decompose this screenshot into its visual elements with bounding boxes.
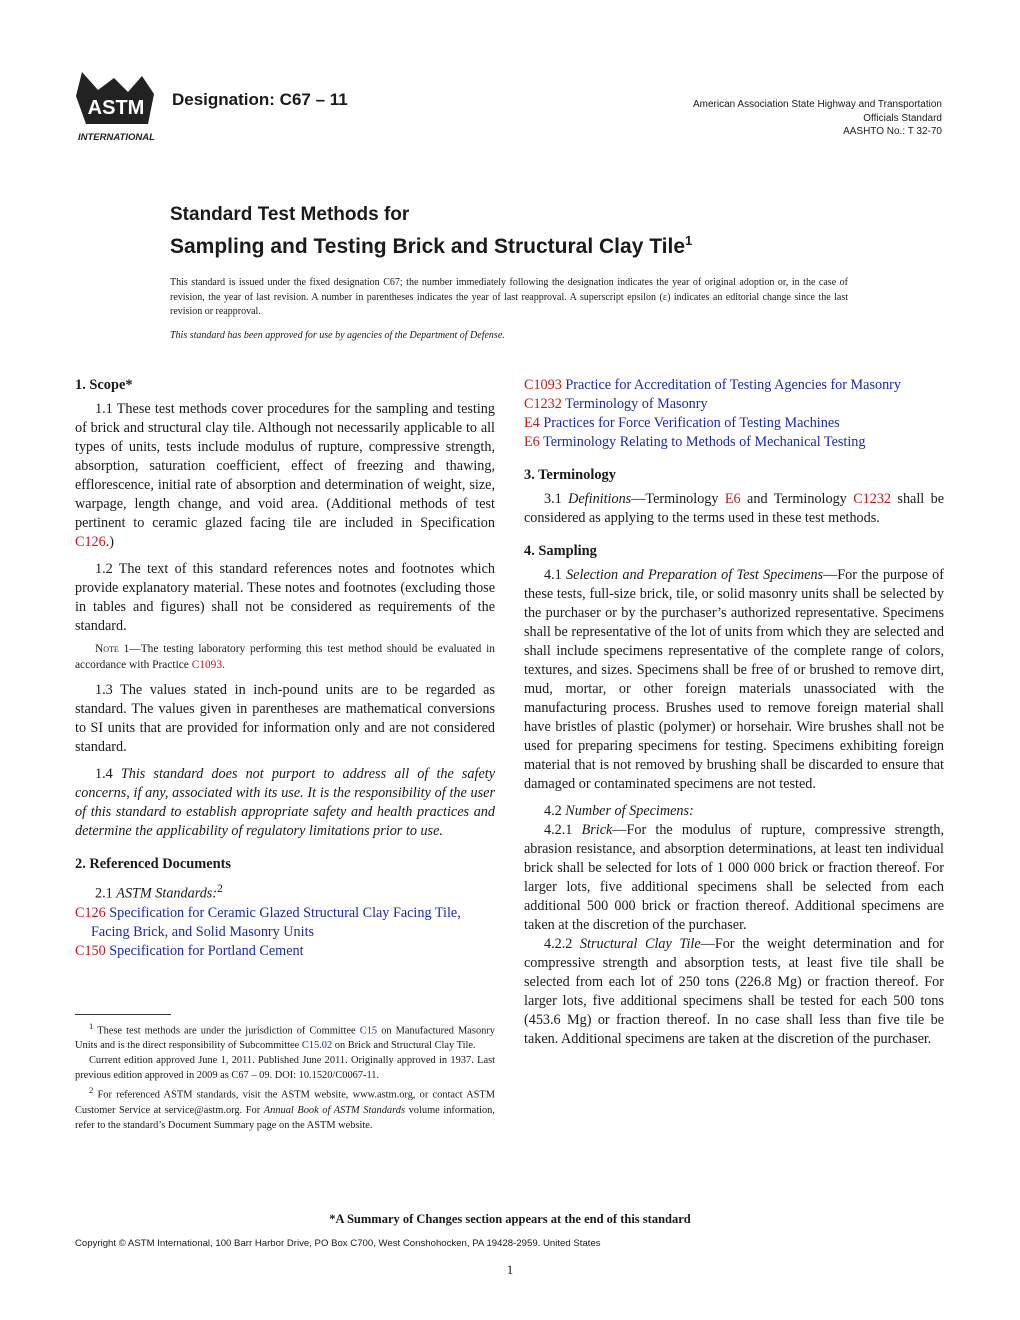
svg-text:ASTM: ASTM	[87, 97, 145, 119]
ref-link-c1093[interactable]: C1093	[191, 659, 223, 671]
section-heading-scope: 1. Scope*	[75, 377, 133, 393]
issuance-text: This standard is issued under the fixed designation C67; the number immediately following the designation indicates the year of original adoption or, in the case of revision, the year of last revision. A number in parentheses indicates the year of last reapproval. A superscript epsilon (ε) indicates an editorial change since the last revision or reapproval.	[170, 277, 848, 318]
paragraph-2-1: 2.1 ASTM Standards:$^2$	[95, 881, 223, 902]
reference-list-right	[524, 376, 944, 452]
note-1: Note 1—The testing laboratory performing this test method should be evaluated in accordance with Practice C1093.	[75, 643, 495, 671]
svg-text:INTERNATIONAL: INTERNATIONAL	[78, 132, 155, 143]
aashto-line: AASHTO No.: T 32-70	[843, 126, 942, 137]
paragraph-1-1: 1.1 These test methods cover procedures for the sampling and testing of brick and structural clay tile. Although not necessarily applicable to all types of units, tests include modulus of rupture, compressive strength, absorption, saturation coefficient, effect of freezing and thawing, efflorescence, initial rate of absorption and determination of weight, size, warpage, length change, and void area. (Additional methods of test pertinent to ceramic glazed facing tile are included in Specification C126.)	[75, 401, 495, 550]
footnotes	[75, 1014, 495, 1133]
reference-item[interactable]: E4 Practices for Force Verification of Testing Machines	[524, 415, 840, 431]
aashto-line: Officials Standard	[863, 112, 942, 124]
page-number: 1	[506, 1262, 514, 1277]
footnote-1: $^1$ These test methods are under the jurisdiction of Committee C15 on Manufactured Masonry Units and is the direct responsibility of Subcommittee C15.02 on Brick and Structural Clay Tile.	[75, 1021, 495, 1052]
issuance-notice	[170, 276, 848, 320]
ref-link-c15-02[interactable]: C15.02	[301, 1040, 333, 1052]
ref-link-c1232[interactable]: C1232	[853, 491, 892, 507]
dod-notice: This standard has been approved for use by agencies of the Department of Defense.	[170, 330, 505, 341]
reference-list-left	[75, 904, 495, 961]
footnote-1-edition: Current edition approved June 1, 2011. Published June 2011. Originally approved in 1937. Last previous edition approved in 2009 as C67 – 09. DOI: 10.1520/C0067-11.	[75, 1055, 495, 1082]
ref-link-c15[interactable]: C15	[359, 1025, 378, 1037]
reference-item[interactable]: C126 Specification for Ceramic Glazed Structural Clay Facing Tile, Facing Brick, and Solid Masonry Units	[75, 904, 461, 940]
section-heading-terminology: 3. Terminology	[524, 467, 616, 483]
footnote-rule	[75, 1014, 171, 1015]
aashto-line: American Association State Highway and Transportation	[692, 99, 942, 110]
document-title	[170, 202, 692, 260]
title-footnote-mark: 1	[685, 233, 693, 248]
aashto-designation	[693, 98, 942, 139]
designation: Designation: C67 – 11	[172, 90, 348, 109]
paragraph-4-2: 4.2 Number of Specimens:	[544, 803, 694, 819]
reference-item[interactable]: C1093 Practice for Accreditation of Testing Agencies for Masonry	[524, 377, 901, 393]
reference-item[interactable]: C1232 Terminology of Masonry	[524, 396, 708, 412]
reference-item[interactable]: E6 Terminology Relating to Methods of Mechanical Testing	[524, 434, 866, 450]
section-heading-referenced-documents: 2. Referenced Documents	[75, 856, 231, 872]
reference-item[interactable]: C150 Specification for Portland Cement	[75, 942, 304, 959]
title-main: Sampling and Testing Brick and Structural Clay Tile	[170, 235, 686, 258]
paragraph-4-1: 4.1 Selection and Preparation of Test Specimens—For the purpose of these tests, full-size brick, tile, or solid masonry units shall be selected by the purchaser or by the purchaser’s authorized representative. Specimens shall be representative of the lot of units from which they are selected and shall include specimens representative of the complete range of colors, textures, and sizes. Specimens shall be free of or brushed to remove dirt, mud, mortar, or other foreign materials unassociated with the manufacturing process. Brushes used to remove foreign material shall have bristles of plastic (polymer) or horsehair. Wire brushes shall not be used for preparing specimens for testing. Specimens exhibiting foreign material that is not removed by brushing shall be discarded to ensure that damaged or contaminated specimens are not tested.	[524, 567, 945, 792]
summary-of-changes-notice: *A Summary of Changes section appears at the end of this standard	[329, 1212, 691, 1226]
paragraph-4-2-2: 4.2.2 Structural Clay Tile—For the weight determination and for compressive strength and absorption tests, at least five tile shall be selected from each lot of 250 tons (226.8 Mg) or fraction thereof. For larger lots, five additional specimens shall be tested for each 500 tons (453.6 Mg) or fraction thereof. In no case shall less than five tile be taken. Additional specimens are taken at the discretion of the purchaser.	[524, 936, 945, 1047]
footnote-2: $^2$ For referenced ASTM standards, visit the ASTM website, www.astm.org, or contact ASTM Customer Service at service@astm.org. For Annual Book of ASTM Standards volume information, refer to the standard’s Document Summary page on the ASTM website.	[75, 1085, 495, 1131]
left-column	[75, 376, 495, 961]
ref-link-e6[interactable]: E6	[724, 491, 741, 507]
ref-link-c126[interactable]: C126	[75, 534, 106, 550]
astm-logo	[72, 72, 164, 144]
section-heading-sampling: 4. Sampling	[524, 543, 597, 559]
paragraph-1-2: 1.2 The text of this standard references notes and footnotes which provide explanatory material. These notes and footnotes (excluding those in tables and figures) shall not be considered as requirements of the standard.	[75, 561, 495, 634]
title-line-1: Standard Test Methods for	[170, 204, 410, 225]
right-column	[524, 376, 944, 1049]
paragraph-1-4: 1.4 This standard does not purport to address all of the safety concerns, if any, associated with its use. It is the responsibility of the user of this standard to establish appropriate safety and health practices and determine the applicability of regulatory limitations prior to use.	[75, 766, 495, 839]
title-line-2	[170, 228, 692, 260]
paragraph-4-2-1: 4.2.1 Brick—For the modulus of rupture, compressive strength, abrasion resistance, and absorption determinations, at least ten individual brick shall be selected for lots of 1 000 000 brick or fraction thereof. For larger lots, five additional specimens shall be selected from each additional 500 000 brick or fraction thereof. Additional specimens are taken at the discretion of the purchaser.	[524, 822, 945, 933]
paragraph-1-3: 1.3 The values stated in inch-pound units are to be regarded as standard. The values given in parentheses are mathematical conversions to SI units that are provided for information only and are not considered standard.	[75, 682, 495, 755]
copyright: Copyright © ASTM International, 100 Barr Harbor Drive, PO Box C700, West Conshohocken, PA 19428-2959. United States	[75, 1238, 601, 1249]
paragraph-3-1: 3.1 Definitions—Terminology E6 and Terminology C1232 shall be considered as applying to the terms used in these test methods.	[524, 491, 945, 526]
page-header	[0, 0, 1020, 150]
